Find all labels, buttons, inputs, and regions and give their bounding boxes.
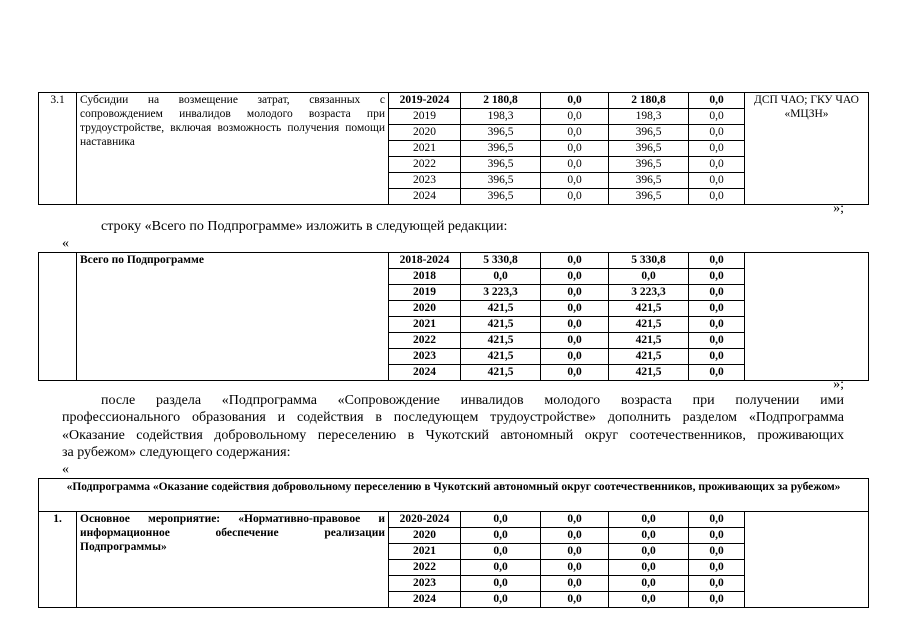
amount-cell-3: 396,5: [609, 125, 689, 141]
amount-cell-1: 396,5: [461, 157, 541, 173]
amount-cell-4: 0,0: [689, 512, 745, 528]
closing-quote-1: »;: [833, 201, 844, 216]
amount-cell-2: 0,0: [541, 528, 609, 544]
period-cell: 2021: [389, 544, 461, 560]
period-cell: 2020: [389, 301, 461, 317]
amount-cell-3: 421,5: [609, 349, 689, 365]
measure-description: Субсидии на возмещение затрат, связанных с сопровождением инвалидов молодого возраста при трудоустройстве, включая возможность получения помощи наставника: [77, 93, 389, 205]
amount-cell-3: 0,0: [609, 269, 689, 285]
period-cell: 2019: [389, 109, 461, 125]
period-cell: 2022: [389, 333, 461, 349]
amount-cell-3: 2 180,8: [609, 93, 689, 109]
amount-cell-2: 0,0: [541, 269, 609, 285]
executor-cell: ДСП ЧАО; ГКУ ЧАО «МЦЗН»: [745, 93, 869, 205]
amount-cell-3: 0,0: [609, 592, 689, 608]
amount-cell-1: 0,0: [461, 544, 541, 560]
period-cell: 2022: [389, 157, 461, 173]
amount-cell-1: 3 223,3: [461, 285, 541, 301]
amount-cell-3: 0,0: [609, 576, 689, 592]
amount-cell-1: 2 180,8: [461, 93, 541, 109]
amount-cell-2: 0,0: [541, 512, 609, 528]
table-subsidy-3-1: [38, 92, 869, 205]
amount-cell-2: 0,0: [541, 109, 609, 125]
instruction-text-2-line-1: после раздела «Подпрограмма «Сопровождение инвалидов молодого возраста при получении ими: [101, 393, 844, 408]
amount-cell-2: 0,0: [541, 141, 609, 157]
executor-cell: [745, 253, 869, 381]
amount-cell-2: 0,0: [541, 285, 609, 301]
amount-cell-4: 0,0: [689, 544, 745, 560]
period-cell: 2020: [389, 125, 461, 141]
amount-cell-4: 0,0: [689, 269, 745, 285]
subprogram-header: «Подпрограмма «Оказание содействия добровольному переселению в Чукотский автономный округ соотечественников, проживающих за рубежом»: [39, 479, 869, 512]
row-number: [39, 253, 77, 381]
amount-cell-4: 0,0: [689, 576, 745, 592]
amount-cell-1: 198,3: [461, 109, 541, 125]
instruction-text-2-line-3: «Оказание содействия добровольному переселению в Чукотский автономный округ соотечественников, проживающих: [62, 428, 844, 443]
amount-cell-1: 421,5: [461, 349, 541, 365]
executor-cell: [745, 512, 869, 608]
amount-cell-4: 0,0: [689, 141, 745, 157]
amount-cell-4: 0,0: [689, 125, 745, 141]
amount-cell-3: 396,5: [609, 173, 689, 189]
amount-cell-3: 421,5: [609, 317, 689, 333]
amount-cell-3: 421,5: [609, 301, 689, 317]
amount-cell-2: 0,0: [541, 253, 609, 269]
amount-cell-2: 0,0: [541, 125, 609, 141]
amount-cell-1: 0,0: [461, 528, 541, 544]
amount-cell-1: 396,5: [461, 173, 541, 189]
amount-cell-4: 0,0: [689, 157, 745, 173]
amount-cell-1: 396,5: [461, 125, 541, 141]
amount-cell-1: 396,5: [461, 189, 541, 205]
amount-cell-3: 0,0: [609, 560, 689, 576]
instruction-text-2-line-2: профессионального образования и содействия в последующем трудоустройстве» дополнить разделом «Подпрограмма: [62, 410, 844, 425]
table-row: [39, 93, 869, 109]
amount-cell-1: 396,5: [461, 141, 541, 157]
amount-cell-1: 0,0: [461, 512, 541, 528]
amount-cell-3: 421,5: [609, 365, 689, 381]
measure-description: Всего по Подпрограмме: [77, 253, 389, 381]
instruction-text-2-line-4: за рубежом» следующего содержания:: [62, 445, 291, 460]
period-cell: 2024: [389, 365, 461, 381]
amount-cell-4: 0,0: [689, 560, 745, 576]
amount-cell-4: 0,0: [689, 349, 745, 365]
period-cell: 2019-2024: [389, 93, 461, 109]
amount-cell-2: 0,0: [541, 93, 609, 109]
row-number: 3.1: [39, 93, 77, 205]
period-cell: 2021: [389, 141, 461, 157]
period-cell: 2022: [389, 560, 461, 576]
amount-cell-2: 0,0: [541, 301, 609, 317]
amount-cell-1: 0,0: [461, 576, 541, 592]
amount-cell-1: 421,5: [461, 365, 541, 381]
amount-cell-2: 0,0: [541, 560, 609, 576]
amount-cell-4: 0,0: [689, 109, 745, 125]
table-resettlement-subprogram: [38, 478, 869, 608]
amount-cell-4: 0,0: [689, 592, 745, 608]
period-cell: 2023: [389, 576, 461, 592]
amount-cell-3: 396,5: [609, 189, 689, 205]
period-cell: 2023: [389, 173, 461, 189]
amount-cell-4: 0,0: [689, 253, 745, 269]
amount-cell-1: 0,0: [461, 592, 541, 608]
amount-cell-4: 0,0: [689, 528, 745, 544]
amount-cell-3: 0,0: [609, 528, 689, 544]
period-cell: 2020-2024: [389, 512, 461, 528]
amount-cell-3: 5 330,8: [609, 253, 689, 269]
amount-cell-1: 421,5: [461, 317, 541, 333]
amount-cell-4: 0,0: [689, 301, 745, 317]
period-cell: 2021: [389, 317, 461, 333]
period-cell: 2018-2024: [389, 253, 461, 269]
table-row: [39, 512, 869, 528]
amount-cell-3: 0,0: [609, 544, 689, 560]
amount-cell-3: 396,5: [609, 141, 689, 157]
period-cell: 2024: [389, 189, 461, 205]
amount-cell-2: 0,0: [541, 173, 609, 189]
table-row: [39, 253, 869, 269]
amount-cell-4: 0,0: [689, 333, 745, 349]
amount-cell-3: 198,3: [609, 109, 689, 125]
amount-cell-4: 0,0: [689, 317, 745, 333]
amount-cell-4: 0,0: [689, 365, 745, 381]
closing-quote-2: »;: [833, 377, 844, 392]
amount-cell-2: 0,0: [541, 349, 609, 365]
amount-cell-2: 0,0: [541, 189, 609, 205]
period-cell: 2019: [389, 285, 461, 301]
amount-cell-4: 0,0: [689, 189, 745, 205]
amount-cell-2: 0,0: [541, 576, 609, 592]
amount-cell-3: 421,5: [609, 333, 689, 349]
amount-cell-3: 396,5: [609, 157, 689, 173]
amount-cell-2: 0,0: [541, 365, 609, 381]
amount-cell-2: 0,0: [541, 544, 609, 560]
amount-cell-4: 0,0: [689, 285, 745, 301]
amount-cell-2: 0,0: [541, 317, 609, 333]
amount-cell-4: 0,0: [689, 173, 745, 189]
period-cell: 2020: [389, 528, 461, 544]
amount-cell-1: 5 330,8: [461, 253, 541, 269]
table-total-subprogram: [38, 252, 869, 381]
amount-cell-1: 421,5: [461, 301, 541, 317]
opening-quote-1: «: [62, 236, 69, 251]
amount-cell-1: 0,0: [461, 269, 541, 285]
amount-cell-2: 0,0: [541, 333, 609, 349]
amount-cell-2: 0,0: [541, 157, 609, 173]
amount-cell-3: 0,0: [609, 512, 689, 528]
opening-quote-2: «: [62, 462, 69, 477]
period-cell: 2018: [389, 269, 461, 285]
amount-cell-1: 0,0: [461, 560, 541, 576]
amount-cell-2: 0,0: [541, 592, 609, 608]
row-number: 1.: [39, 512, 77, 608]
period-cell: 2023: [389, 349, 461, 365]
period-cell: 2024: [389, 592, 461, 608]
measure-description: Основное мероприятие: «Нормативно-правовое и информационное обеспечение реализации Подпрограммы»: [77, 512, 389, 608]
amount-cell-3: 3 223,3: [609, 285, 689, 301]
amount-cell-4: 0,0: [689, 93, 745, 109]
amount-cell-1: 421,5: [461, 333, 541, 349]
instruction-text-1: строку «Всего по Подпрограмме» изложить в следующей редакции:: [101, 219, 508, 234]
